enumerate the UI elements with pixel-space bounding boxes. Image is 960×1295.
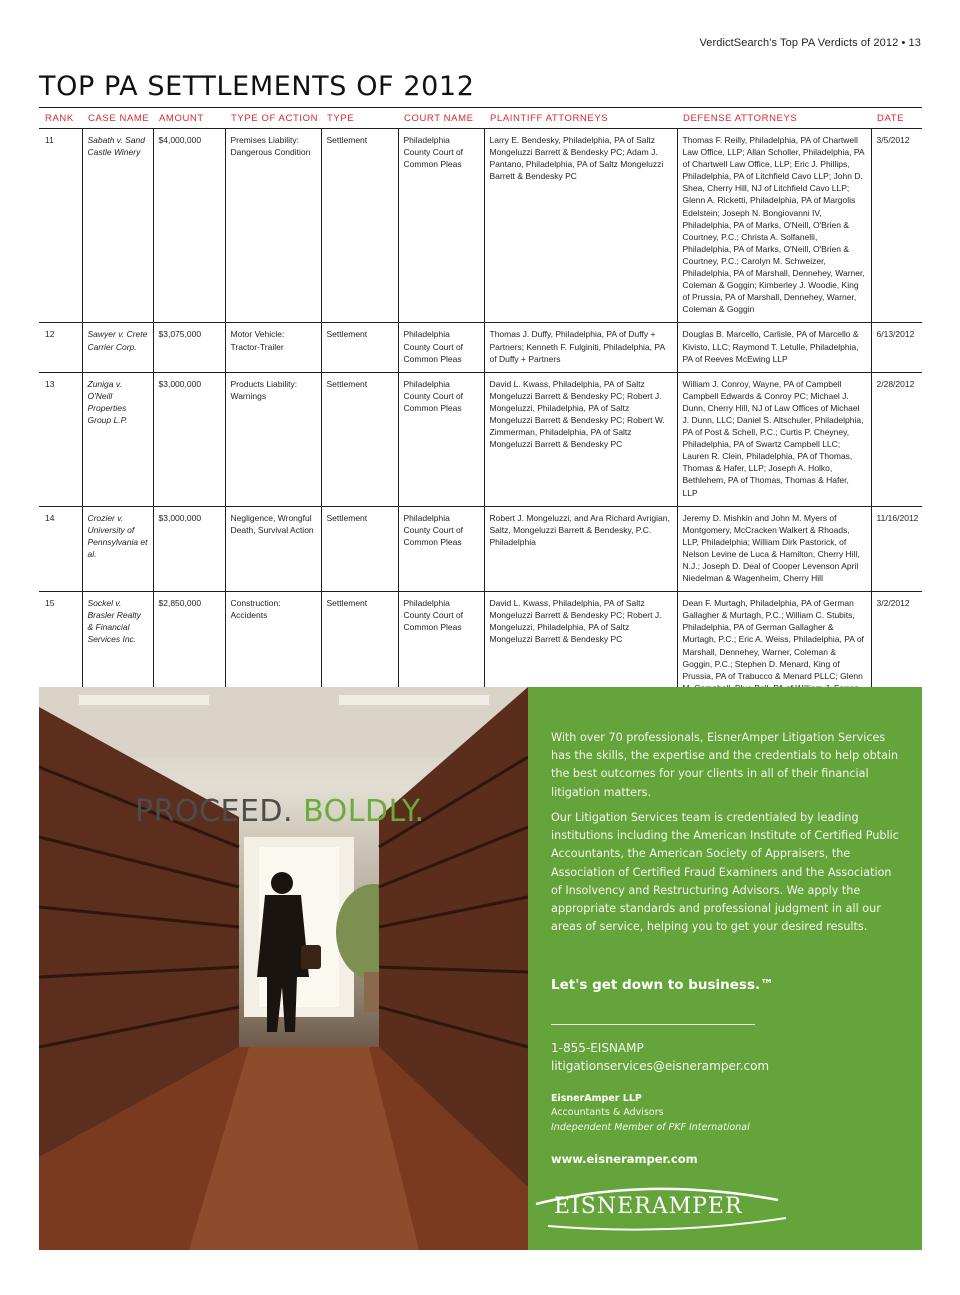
cell-amount: $3,075,000 [153, 323, 225, 372]
col-header-date: DATE [871, 108, 922, 129]
table-header-row [39, 108, 922, 129]
cell-type-of-action: Motor Vehicle: Tractor-Trailer [225, 323, 321, 372]
cell-plaintiff-attorneys: Robert J. Mongeluzzi, and Ara Richard Avrigian, Saltz, Mongeluzzi Barrett & Bendesky, P.C. Philadelphia [484, 506, 677, 592]
cell-type-of-action: Products Liability: Warnings [225, 372, 321, 506]
cell-case-name: Sawyer v. Crete Carrier Corp. [82, 323, 153, 372]
cell-date: 11/16/2012 [871, 506, 922, 592]
cell-rank: 15 [39, 592, 82, 714]
cell-plaintiff-attorneys: Thomas J. Duffy, Philadelphia, PA of Duffy + Partners; Kenneth F. Fulginiti, Philadelphia, PA of Duffy + Partners [484, 323, 677, 372]
ad-copy-panel [528, 687, 922, 1250]
cell-date: 6/13/2012 [871, 323, 922, 372]
cell-amount: $4,000,000 [153, 129, 225, 323]
cell-amount: $2,850,000 [153, 592, 225, 714]
cell-case-name: Crozier v. University of Pennsylvania et al. [82, 506, 153, 592]
cell-court-name: Philadelphia County Court of Common Pleas [398, 129, 484, 323]
cell-type-of-action: Construction: Accidents [225, 592, 321, 714]
cell-case-name: Zuniga v. O'Neill Properties Group L.P. [82, 372, 153, 506]
cell-defense-attorneys: Jeremy D. Mishkin and John M. Myers of Montgomery, McCracken Walkert & Rhoads, LLP, Philadelphia; William Dirk Pastorick, of Nelson Levine de Luca & Hamilton, Cherry Hill, N.J.; Joseph D. Deal of Cooper Levenson April Niedelman & Wagenheim, Cherry Hill [677, 506, 871, 592]
cell-defense-attorneys: William J. Conroy, Wayne, PA of Campbell Campbell Edwards & Conroy PC; Michael J. Dunn, Cherry Hill, NJ of Law Offices of Michael J. Dunn, LLC; Daniel S. Altschuler, Philadelphia, PA of Post & Schell, P.C.; Curtis P. Cheyney, Philadelphia, PA of Swartz Campbell LLC; Lauren R. Clein, Philadelphia, PA of Thomas, Thomas & Hafer, LLP; Joseph A. Holko, Bethlehem, PA of Thomas, Thomas & Hafer, LLP [677, 372, 871, 506]
cell-amount: $3,000,000 [153, 506, 225, 592]
eisneramper-advertisement [39, 687, 922, 1250]
cell-date: 2/28/2012 [871, 372, 922, 506]
cell-plaintiff-attorneys: Larry E. Bendesky, Philadelphia, PA of Saltz Mongeluzzi Barrett & Bendesky PC; Adam J. Pantano, Philadelphia, PA of Saltz Mongeluzzi Barrett & Bendesky PC [484, 129, 677, 323]
col-header-case-name: CASE NAME [82, 108, 153, 129]
cell-type: Settlement [321, 506, 398, 592]
headline-boldly: BOLDLY. [303, 794, 425, 829]
col-header-defense-attorneys: DEFENSE ATTORNEYS [677, 108, 871, 129]
col-header-type-of-action: TYPE OF ACTION [225, 108, 321, 129]
settlements-table [39, 107, 922, 715]
ad-paragraph-2: Our Litigation Services team is credentialed by leading institutions including the American Institute of Certified Public Accountants, the American Society of Appraisers, the Association of Certified Fraud Examiners and the Association of Insolvency and Restructuring Advisors. We apply the appropriate standards and professional judgment in all our areas of service, helping you to get your desired results. [551, 811, 899, 934]
cell-case-name: Sabath v. Sand Castle Winery [82, 129, 153, 323]
headline-proceed: PROCEED. [135, 794, 294, 829]
cell-court-name: Philadelphia County Court of Common Pleas [398, 323, 484, 372]
ad-firm-name: EisnerAmper LLP [551, 1093, 642, 1104]
cell-rank: 14 [39, 506, 82, 592]
table-row [39, 129, 922, 323]
table-row [39, 372, 922, 506]
cell-type-of-action: Premises Liability: Dangerous Condition [225, 129, 321, 323]
cell-plaintiff-attorneys: David L. Kwass, Philadelphia, PA of Saltz Mongeluzzi Barrett & Bendesky PC; Robert J. Mongeluzzi, Philadelphia, PA of Saltz Mongeluzzi Barrett & Bendesky PC [484, 592, 677, 714]
col-header-plaintiff-attorneys: PLAINTIFF ATTORNEYS [484, 108, 677, 129]
ad-tagline: Let's get down to business.™ [551, 977, 774, 993]
cell-date: 3/2/2012 [871, 592, 922, 714]
cell-defense-attorneys: Dean F. Murtagh, Philadelphia, PA of German Gallagher & Murtagh, P.C.; William C. Stubits, Philadelphia, PA of German Gallagher & Murtagh, P.C.; Eric A. Weiss, Philadelphia, PA of Marshall, Dennehey, Warner, Coleman & Goggin, P.C.; Stephen D. Menard, King of Prussia, PA of Trabucco & Menard PLLC; Glenn [677, 592, 871, 714]
page-title: TOP PA SETTLEMENTS OF 2012 [39, 71, 475, 102]
cell-type: Settlement [321, 323, 398, 372]
cell-date: 3/5/2012 [871, 129, 922, 323]
ad-member-note: Independent Member of PKF International [551, 1122, 750, 1133]
cell-defense-attorneys: Thomas F. Reilly, Philadelphia, PA of Chartwell Law Office, LLP; Allan Scholler, Philadelphia, PA of Chartwell Law Office, LLP; Eric J. Phillips, Philadelphia, PA of Litchfield Cavo LLP; John D. Shea, Cherry Hill, NJ of Litchfield Cavo LLP; Glenn A. Ricketti, Philadelphia, PA of Margolis Edelstein; Joseph N. Bongiovanni IV, Philadelphia, PA of Marks, O'Neill, O'Brien & Courtney, P.C.; Christa A. Solfanelli, Philadelphia, PA of Marks, O'Neill, O'Brien & Courtney, P.C.; Carolyn M. Schweizer, Philadelphia, PA of Marshall, Dennehey, Warner, Coleman & Goggin; Kimberley J. Woodie, King of Prussia, PA of Marshall, Dennehey, Warner, Coleman & Goggin [677, 129, 871, 323]
running-head: VerdictSearch's Top PA Verdicts of 2012 • 13 [699, 37, 921, 49]
library-photo [39, 687, 528, 1250]
ad-firm-subtitle: Accountants & Advisors [551, 1107, 664, 1118]
col-header-rank: RANK [39, 108, 82, 129]
eisneramper-logo [528, 1182, 790, 1232]
cell-plaintiff-attorneys: David L. Kwass, Philadelphia, PA of Saltz Mongeluzzi Barrett & Bendesky PC; Robert J. Mongeluzzi, Philadelphia, PA of Saltz Mongeluzzi Barrett & Bendesky PC; Robert W. Zimmerman, Philadelphia, PA of Saltz Mongeluzzi Barrett & Bendesky PC [484, 372, 677, 506]
divider [551, 1024, 755, 1025]
ad-phone: 1-855-EISNAMP [551, 1041, 644, 1055]
ad-website-link[interactable]: www.eisneramper.com [551, 1152, 698, 1166]
ad-headline [135, 794, 425, 829]
col-header-type: TYPE [321, 108, 398, 129]
cell-court-name: Philadelphia County Court of Common Pleas [398, 592, 484, 714]
ad-paragraph-1: With over 70 professionals, EisnerAmper Litigation Services has the skills, the expertise and the credentials to help obtain the best outcomes for your clients in all of their financial litigation matters. [551, 731, 899, 799]
cell-type: Settlement [321, 372, 398, 506]
col-header-court-name: COURT NAME [398, 108, 484, 129]
table-row [39, 323, 922, 372]
library-illustration [39, 687, 528, 1250]
cell-case-name: Sockel v. Brasler Realty & Financial Services Inc. [82, 592, 153, 714]
cell-rank: 13 [39, 372, 82, 506]
cell-court-name: Philadelphia County Court of Common Pleas [398, 372, 484, 506]
cell-type-of-action: Negligence, Wrongful Death, Survival Action [225, 506, 321, 592]
cell-type: Settlement [321, 592, 398, 714]
cell-type: Settlement [321, 129, 398, 323]
col-header-amount: AMOUNT [153, 108, 225, 129]
table-row [39, 506, 922, 592]
cell-rank: 12 [39, 323, 82, 372]
ad-email-link[interactable]: litigationservices@eisneramper.com [551, 1059, 770, 1073]
cell-rank: 11 [39, 129, 82, 323]
cell-amount: $3,000,000 [153, 372, 225, 506]
cell-court-name: Philadelphia County Court of Common Pleas [398, 506, 484, 592]
cell-defense-attorneys: Douglas B. Marcello, Carlisle, PA of Marcello & Kivisto, LLC; Raymond T. Letulle, Philadelphia, PA of Reeves McEwing LLP [677, 323, 871, 372]
logo-wordmark: EISNERAMPER [554, 1194, 743, 1219]
